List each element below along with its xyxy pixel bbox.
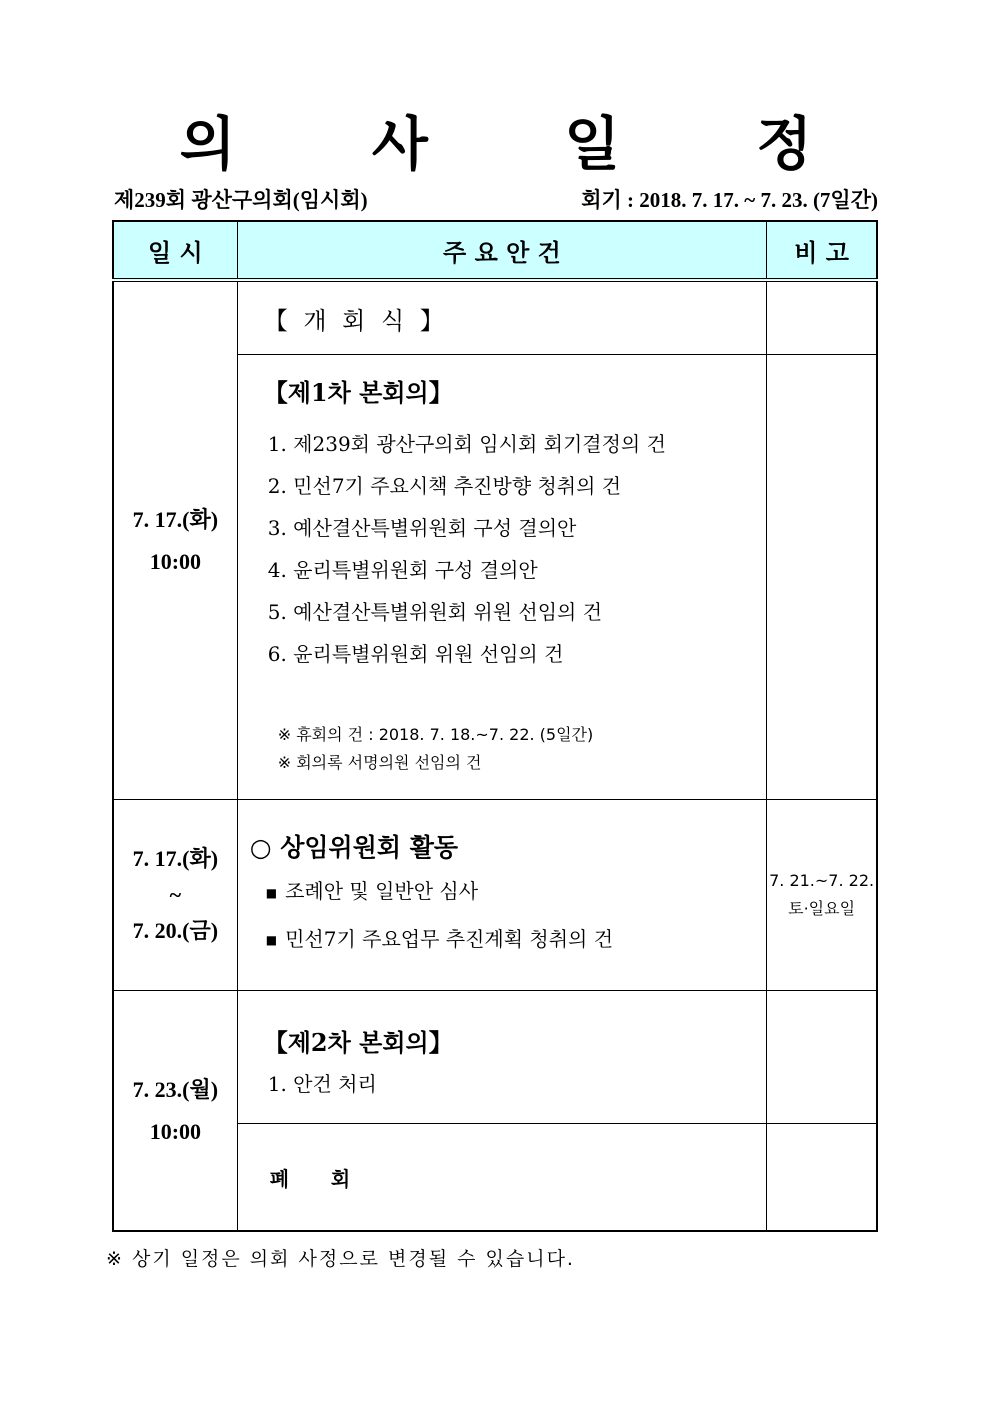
row1-date: 7. 17.(화)	[132, 506, 219, 532]
row3-time: 10:00	[149, 1118, 202, 1144]
meeting1-remark-cell	[767, 355, 877, 800]
row3-date: 7. 23.(월)	[132, 1076, 219, 1102]
row2-tilde: ~	[169, 882, 182, 907]
meeting2-cell	[237, 991, 766, 1124]
bullet-square-icon: ■	[265, 933, 278, 947]
meeting1-item: 2. 민선7기 주요시책 추진방향 청취의 건	[267, 474, 622, 498]
closing-label: 폐 회	[269, 1166, 351, 1191]
opening-ceremony: 【 개 회 식 】	[263, 306, 448, 335]
header-remarks: 비 고	[767, 221, 877, 280]
row1-datetime	[113, 280, 237, 800]
table-header-row	[113, 221, 877, 280]
table-row	[113, 991, 877, 1124]
meeting1-item: 4. 윤리특별위원회 구성 결의안	[267, 558, 538, 582]
committee-cell	[237, 800, 766, 991]
meeting1-cell	[237, 355, 766, 800]
session-period: 회기 : 2018. 7. 17. ~ 7. 23. (7일간)	[581, 188, 878, 212]
header-agenda: 주 요 안 건	[237, 221, 766, 280]
committee-bullet-item	[250, 916, 766, 964]
committee-bullet-item	[250, 868, 766, 916]
meeting1-item: 6. 윤리특별위원회 위원 선임의 건	[267, 642, 564, 666]
session-info	[114, 184, 878, 214]
row3-datetime	[113, 991, 237, 1232]
page-title: 의 사 일 정	[179, 110, 871, 178]
row2-date-end: 7. 20.(금)	[132, 918, 219, 943]
table-row	[113, 800, 877, 991]
meeting1-item: 5. 예산결산특별위원회 위원 선임의 건	[267, 600, 603, 624]
opening-remark-cell	[767, 280, 877, 355]
schedule-table	[112, 220, 878, 1232]
closing-cell	[237, 1124, 766, 1232]
bullet-text: 민선7기 주요업무 추진계획 청취의 건	[285, 926, 614, 951]
session-name: 제239회 광산구의회(임시회)	[114, 188, 368, 212]
row1-time: 10:00	[149, 548, 202, 574]
row2-date-start: 7. 17.(화)	[132, 846, 219, 871]
opening-ceremony-cell	[237, 280, 766, 355]
header-date: 일 시	[113, 221, 237, 280]
meeting1-heading: 【제1차 본회의】	[263, 378, 453, 407]
committee-remark-cell	[767, 800, 877, 991]
meeting1-note: ※ 휴회의 건 : 2018. 7. 18.~7. 22. (5일간)	[277, 725, 594, 744]
footer-note: ※ 상기 일정은 의회 사정으로 변경될 수 있습니다.	[106, 1248, 575, 1270]
bullet-text: 조례안 및 일반안 심사	[285, 879, 479, 903]
meeting2-item: 1. 안건 처리	[267, 1072, 377, 1096]
row2-datetime	[113, 800, 237, 991]
remark-weekend: 토·일요일	[788, 899, 856, 918]
closing-remark-cell	[767, 1124, 877, 1232]
table-row	[113, 280, 877, 355]
meeting1-note: ※ 회의록 서명의원 선임의 건	[277, 753, 482, 772]
meeting1-item: 1. 제239회 광산구의회 임시회 회기결정의 건	[267, 432, 666, 456]
committee-heading: ○ 상임위원회 활동	[249, 833, 459, 862]
remark-dates: 7. 21.~7. 22.	[769, 871, 875, 890]
meeting2-remark-cell	[767, 991, 877, 1124]
meeting2-heading: 【제2차 본회의】	[263, 1028, 453, 1057]
bullet-square-icon: ■	[265, 885, 278, 900]
meeting1-item: 3. 예산결산특별위원회 구성 결의안	[267, 516, 577, 540]
